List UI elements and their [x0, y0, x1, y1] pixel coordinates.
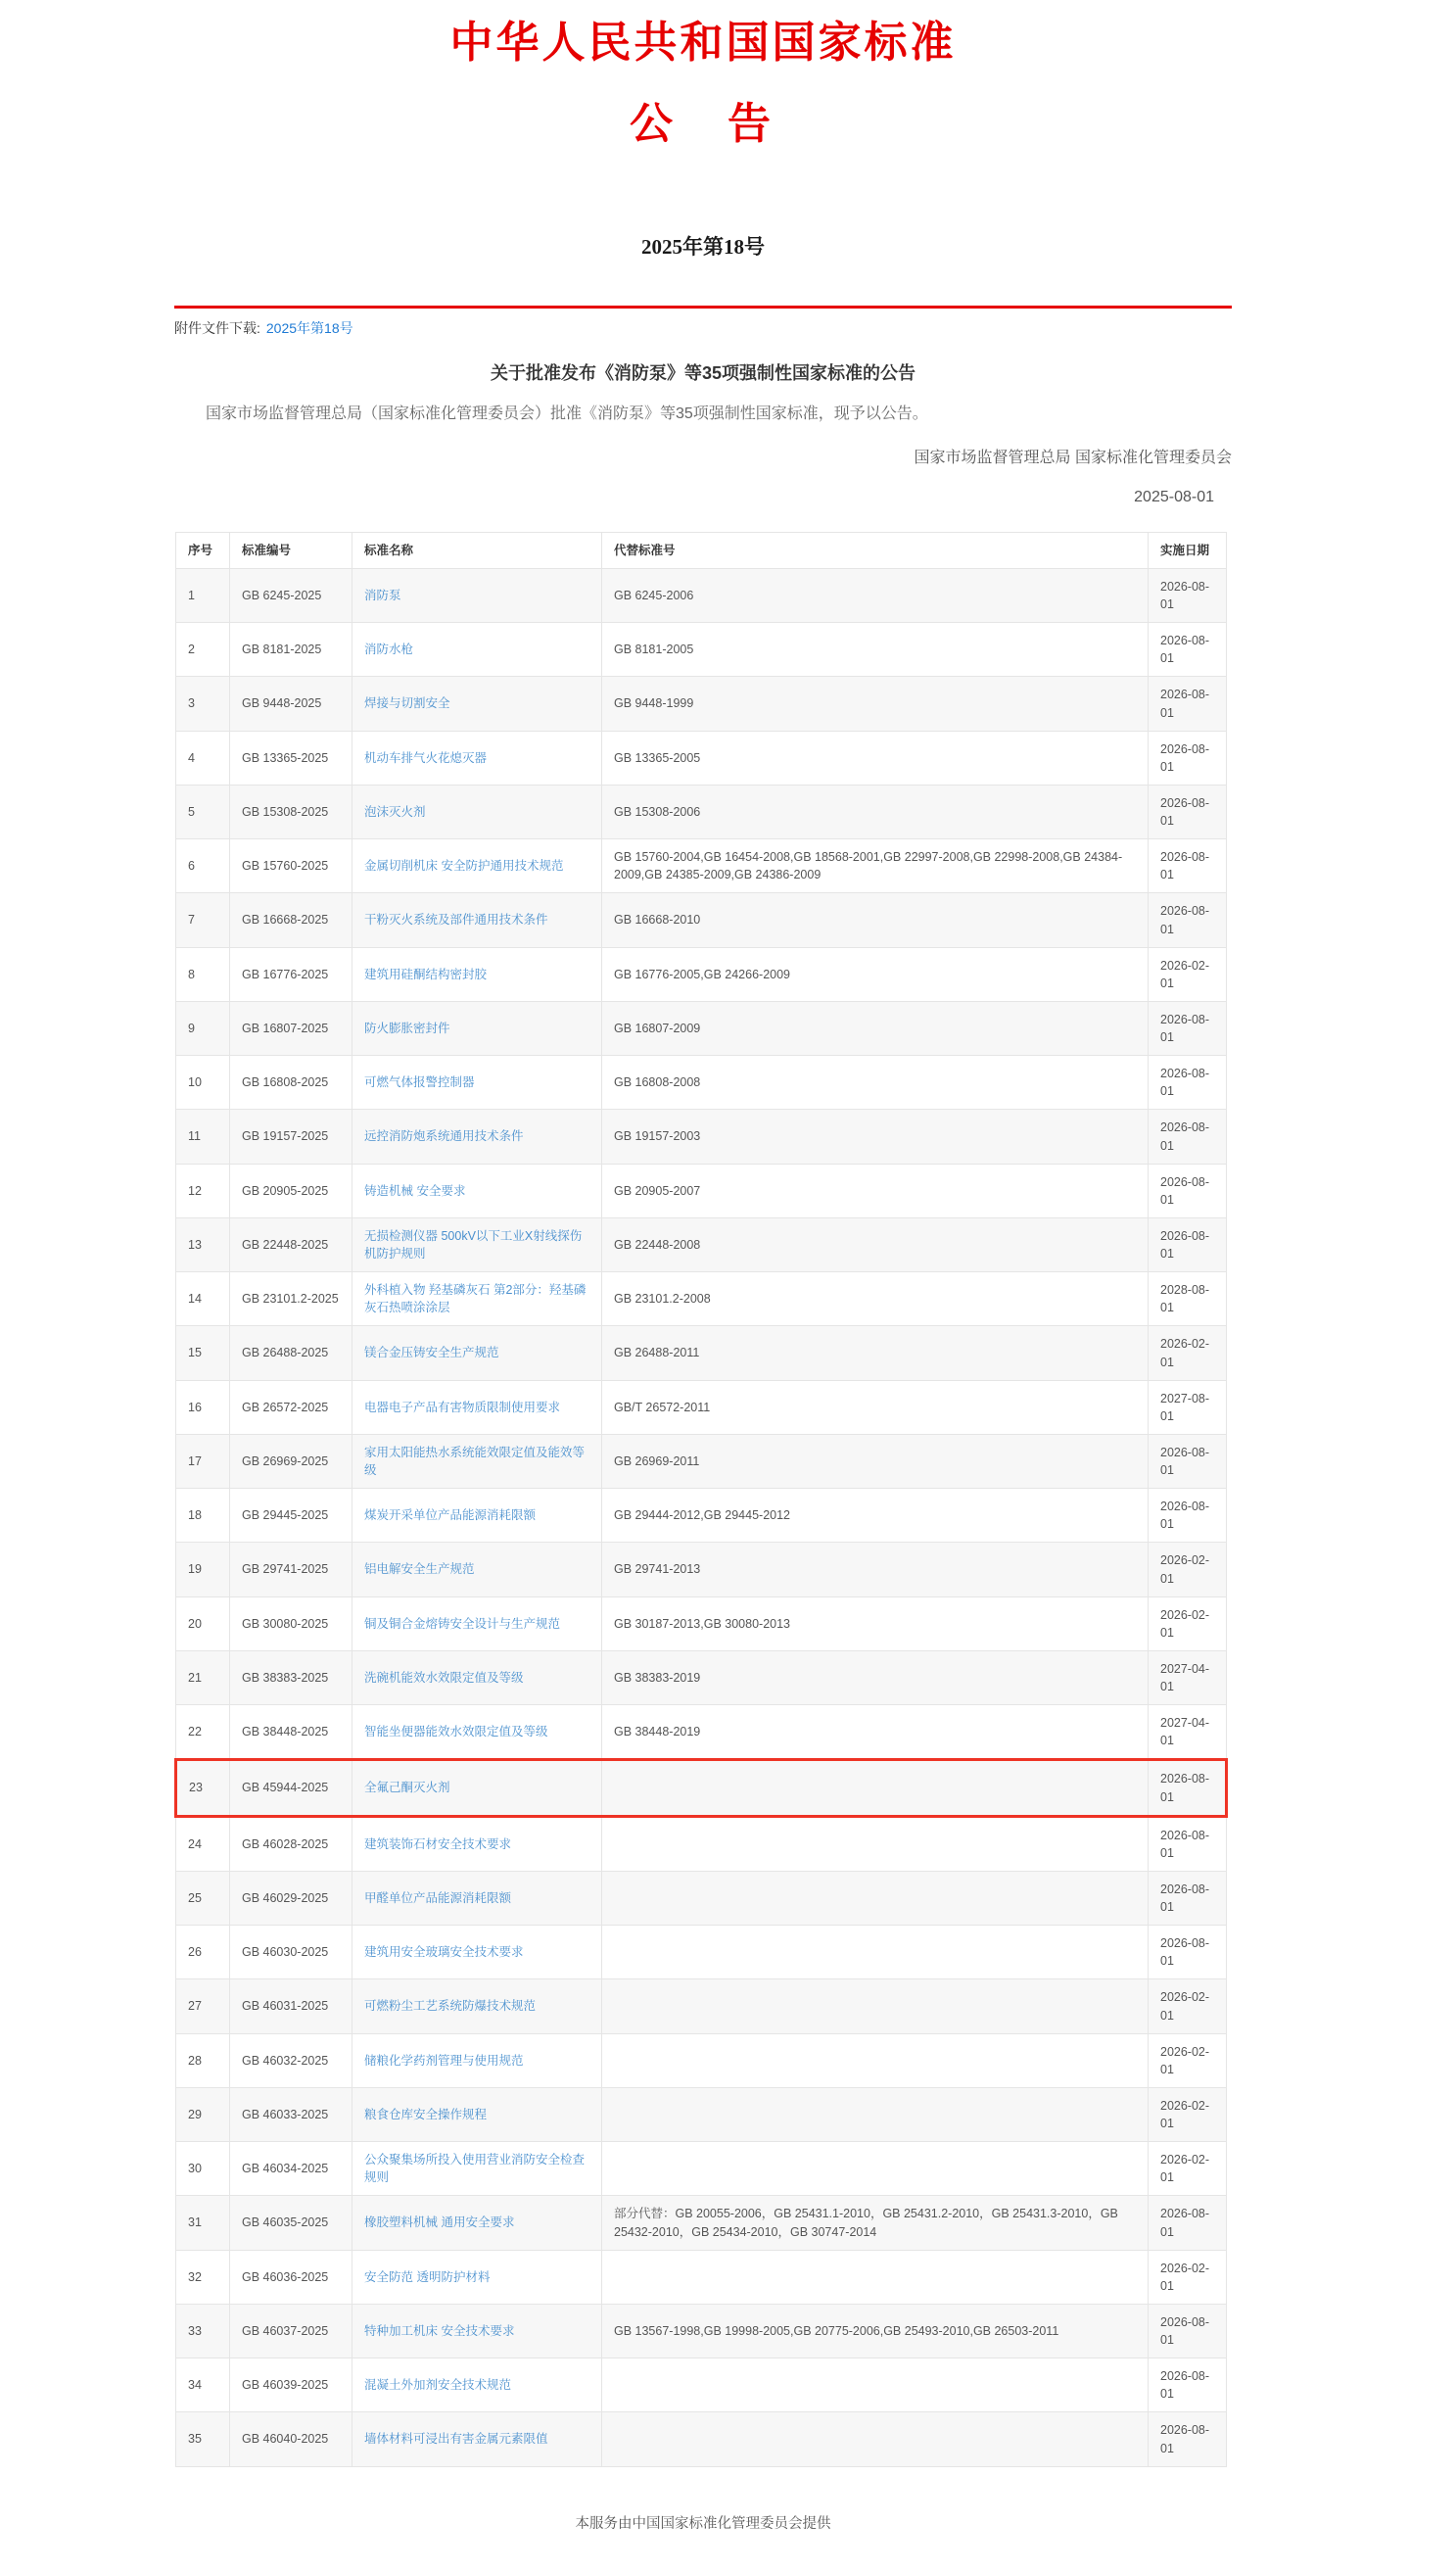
- standard-name-link[interactable]: 无损检测仪器 500kV以下工业X射线探伤机防护规则: [364, 1228, 583, 1262]
- replaced-standards-cell: [602, 2087, 1149, 2141]
- serial-cell: 31: [176, 2196, 230, 2250]
- standard-name-link[interactable]: 特种加工机床 安全技术要求: [364, 2323, 515, 2338]
- standard-code-cell: GB 22448-2025: [230, 1217, 352, 1271]
- column-header-date: 实施日期: [1149, 532, 1227, 568]
- standard-code-cell: GB 15308-2025: [230, 785, 352, 838]
- standard-name-link[interactable]: 建筑用硅酮结构密封胶: [364, 967, 488, 981]
- table-row: [176, 1489, 1227, 1543]
- table-row: [176, 1326, 1227, 1380]
- implementation-date-cell: 2026-08-01: [1149, 731, 1227, 785]
- table-row: [176, 1760, 1227, 1816]
- standard-name-cell: [352, 1871, 602, 1925]
- table-row: [176, 1164, 1227, 1217]
- page-title: 中华人民共和国国家标准: [449, 19, 957, 67]
- standard-name-cell: [352, 1380, 602, 1434]
- serial-cell: 32: [176, 2250, 230, 2304]
- standard-name-cell: [352, 1816, 602, 1871]
- standard-code-cell: GB 9448-2025: [230, 677, 352, 731]
- attachment-label: 附件文件下载:: [174, 319, 260, 336]
- implementation-date-cell: 2028-08-01: [1149, 1272, 1227, 1326]
- implementation-date-cell: 2026-08-01: [1149, 785, 1227, 838]
- attachment-download-link[interactable]: 2025年第18号: [265, 319, 353, 336]
- serial-cell: 14: [176, 1272, 230, 1326]
- table-row: [176, 677, 1227, 731]
- red-divider: [174, 306, 1232, 309]
- serial-cell: 18: [176, 1489, 230, 1543]
- standard-name-link[interactable]: 煤炭开采单位产品能源消耗限额: [364, 1508, 537, 1523]
- table-row: [176, 623, 1227, 677]
- replaced-standards-cell: [602, 1979, 1149, 2033]
- implementation-date-cell: 2026-08-01: [1149, 1816, 1227, 1871]
- standard-code-cell: GB 46035-2025: [230, 2196, 352, 2250]
- standard-name-cell: [352, 1272, 602, 1326]
- replaced-standards-cell: GB 26488-2011: [602, 1326, 1149, 1380]
- standard-name-cell: [352, 1110, 602, 1164]
- standard-name-cell: [352, 1217, 602, 1271]
- implementation-date-cell: 2027-04-01: [1149, 1705, 1227, 1760]
- standard-code-cell: GB 46034-2025: [230, 2142, 352, 2196]
- standard-code-cell: GB 16807-2025: [230, 1001, 352, 1055]
- serial-cell: 15: [176, 1326, 230, 1380]
- replaced-standards-cell: [602, 2033, 1149, 2087]
- serial-cell: 11: [176, 1110, 230, 1164]
- standard-name-cell: [352, 2250, 602, 2304]
- announcement-title: 关于批准发布《消防泵》等35项强制性国家标准的公告: [490, 362, 916, 383]
- implementation-date-cell: 2026-08-01: [1149, 1001, 1227, 1055]
- replaced-standards-cell: GB 15308-2006: [602, 785, 1149, 838]
- implementation-date-cell: 2026-02-01: [1149, 2087, 1227, 2141]
- standard-name-link[interactable]: 洗碗机能效水效限定值及等级: [364, 1670, 524, 1685]
- replaced-standards-cell: [602, 2358, 1149, 2412]
- serial-cell: 4: [176, 731, 230, 785]
- announcement-body: 国家市场监督管理总局（国家标准化管理委员会）批准《消防泵》等35项强制性国家标准，现予以公告。: [206, 405, 928, 422]
- replaced-standards-cell: [602, 1871, 1149, 1925]
- header-row: [176, 532, 1227, 568]
- standard-code-cell: GB 16668-2025: [230, 893, 352, 947]
- table-row: [176, 731, 1227, 785]
- standard-name-link[interactable]: 建筑装饰石材安全技术要求: [364, 1836, 512, 1851]
- implementation-date-cell: 2026-02-01: [1149, 947, 1227, 1001]
- table-row: [176, 1543, 1227, 1596]
- standard-name-link[interactable]: 机动车排气火花熄灭器: [364, 750, 488, 765]
- standards-table-body: [176, 568, 1227, 2466]
- standard-name-cell: [352, 2358, 602, 2412]
- standard-name-link[interactable]: 消防水枪: [364, 643, 414, 657]
- standard-name-cell: [352, 1760, 602, 1816]
- implementation-date-cell: 2026-08-01: [1149, 1164, 1227, 1217]
- table-row: [176, 2142, 1227, 2196]
- standard-name-cell: [352, 947, 602, 1001]
- serial-cell: 13: [176, 1217, 230, 1271]
- standard-name-cell: [352, 1650, 602, 1704]
- standard-name-cell: [352, 1164, 602, 1217]
- standard-name-link[interactable]: 远控消防炮系统通用技术条件: [364, 1129, 524, 1144]
- standard-name-link[interactable]: 混凝土外加剂安全技术规范: [364, 2378, 512, 2393]
- standard-code-cell: GB 46037-2025: [230, 2304, 352, 2358]
- implementation-date-cell: 2026-08-01: [1149, 623, 1227, 677]
- implementation-date-cell: 2026-02-01: [1149, 1596, 1227, 1650]
- serial-cell: 16: [176, 1380, 230, 1434]
- column-header-serial: 序号: [176, 532, 230, 568]
- table-row: [176, 1380, 1227, 1434]
- table-row: [176, 1871, 1227, 1925]
- standard-name-cell: [352, 1979, 602, 2033]
- replaced-standards-cell: GB 16776-2005,GB 24266-2009: [602, 947, 1149, 1001]
- standard-name-link[interactable]: 防火膨胀密封件: [364, 1021, 450, 1035]
- standard-name-link[interactable]: 家用太阳能热水系统能效限定值及能效等级: [364, 1445, 586, 1478]
- replaced-standards-cell: GB 9448-1999: [602, 677, 1149, 731]
- implementation-date-cell: 2026-02-01: [1149, 2142, 1227, 2196]
- standard-name-link[interactable]: 甲醛单位产品能源消耗限额: [364, 1890, 512, 1905]
- standard-name-cell: [352, 1596, 602, 1650]
- implementation-date-cell: 2026-02-01: [1149, 1543, 1227, 1596]
- issuing-authority: 国家市场监督管理总局 国家标准化管理委员会: [914, 449, 1232, 466]
- standard-code-cell: GB 46036-2025: [230, 2250, 352, 2304]
- standard-name-link[interactable]: 粮食仓库安全操作规程: [364, 2107, 488, 2121]
- serial-cell: 6: [176, 839, 230, 893]
- standard-name-link[interactable]: 泡沫灭火剂: [364, 804, 426, 819]
- implementation-date-cell: 2026-08-01: [1149, 1489, 1227, 1543]
- replaced-standards-cell: GB 6245-2006: [602, 568, 1149, 622]
- standard-name-cell: [352, 1326, 602, 1380]
- serial-cell: 1: [176, 568, 230, 622]
- replaced-standards-cell: [602, 2142, 1149, 2196]
- issue-date: 2025-08-01: [1134, 488, 1214, 505]
- implementation-date-cell: 2026-02-01: [1149, 2033, 1227, 2087]
- standard-code-cell: GB 46028-2025: [230, 1816, 352, 1871]
- table-row: [176, 2250, 1227, 2304]
- implementation-date-cell: 2026-08-01: [1149, 1056, 1227, 1110]
- serial-cell: 17: [176, 1434, 230, 1488]
- replaced-standards-cell: GB 13365-2005: [602, 731, 1149, 785]
- table-row: [176, 785, 1227, 838]
- standard-code-cell: GB 8181-2025: [230, 623, 352, 677]
- standard-name-link[interactable]: 橡胶塑料机械 通用安全要求: [364, 2215, 515, 2230]
- replaced-standards-cell: GB 29741-2013: [602, 1543, 1149, 1596]
- column-header-name: 标准名称: [352, 532, 602, 568]
- table-row: [176, 2358, 1227, 2412]
- implementation-date-cell: 2026-08-01: [1149, 677, 1227, 731]
- serial-cell: 22: [176, 1705, 230, 1760]
- standard-name-link[interactable]: 消防泵: [364, 588, 401, 602]
- implementation-date-cell: 2026-08-01: [1149, 2304, 1227, 2358]
- implementation-date-cell: 2026-08-01: [1149, 568, 1227, 622]
- serial-cell: 3: [176, 677, 230, 731]
- replaced-standards-cell: [602, 1760, 1149, 1816]
- serial-cell: 34: [176, 2358, 230, 2412]
- table-row: [176, 1434, 1227, 1488]
- standard-name-link[interactable]: 墙体材料可浸出有害金属元素限值: [364, 2432, 548, 2447]
- replaced-standards-cell: GB 8181-2005: [602, 623, 1149, 677]
- standard-code-cell: GB 6245-2025: [230, 568, 352, 622]
- standard-name-link[interactable]: 金属切削机床 安全防护通用技术规范: [364, 859, 564, 874]
- standard-code-cell: GB 19157-2025: [230, 1110, 352, 1164]
- standard-name-cell: [352, 2142, 602, 2196]
- replaced-standards-cell: [602, 2412, 1149, 2466]
- replaced-standards-cell: GB 22448-2008: [602, 1217, 1149, 1271]
- implementation-date-cell: 2027-04-01: [1149, 1650, 1227, 1704]
- standard-code-cell: GB 26488-2025: [230, 1326, 352, 1380]
- serial-cell: 23: [176, 1760, 230, 1816]
- standard-name-link[interactable]: 铜及铜合金熔铸安全设计与生产规范: [364, 1616, 561, 1631]
- serial-cell: 28: [176, 2033, 230, 2087]
- replaced-standards-cell: [602, 1816, 1149, 1871]
- standard-name-link[interactable]: 外科植入物 羟基磷灰石 第2部分：羟基磷灰石热喷涂涂层: [364, 1283, 587, 1315]
- standard-name-link[interactable]: 焊接与切割安全: [364, 696, 450, 711]
- standard-code-cell: GB 46030-2025: [230, 1926, 352, 1979]
- standard-name-cell: [352, 2033, 602, 2087]
- implementation-date-cell: 2026-02-01: [1149, 1979, 1227, 2033]
- standard-name-cell: [352, 623, 602, 677]
- standard-name-link[interactable]: 公众聚集场所投入使用营业消防安全检查规则: [364, 2153, 586, 2185]
- standard-name-cell: [352, 1705, 602, 1760]
- standard-code-cell: GB 13365-2025: [230, 731, 352, 785]
- replaced-standards-cell: GB 26969-2011: [602, 1434, 1149, 1488]
- standard-code-cell: GB 38383-2025: [230, 1650, 352, 1704]
- implementation-date-cell: 2026-08-01: [1149, 1110, 1227, 1164]
- standard-name-cell: [352, 893, 602, 947]
- standard-code-cell: GB 46033-2025: [230, 2087, 352, 2141]
- standard-code-cell: GB 46032-2025: [230, 2033, 352, 2087]
- serial-cell: 7: [176, 893, 230, 947]
- implementation-date-cell: 2026-08-01: [1149, 2358, 1227, 2412]
- table-row: [176, 1979, 1227, 2033]
- standard-name-cell: [352, 677, 602, 731]
- standard-code-cell: GB 26572-2025: [230, 1380, 352, 1434]
- table-row: [176, 1596, 1227, 1650]
- table-row: [176, 1926, 1227, 1979]
- standard-name-link[interactable]: 安全防范 透明防护材料: [364, 2269, 491, 2284]
- standard-code-cell: GB 46031-2025: [230, 1979, 352, 2033]
- table-row: [176, 1001, 1227, 1055]
- replaced-standards-cell: GB/T 26572-2011: [602, 1380, 1149, 1434]
- standard-code-cell: GB 38448-2025: [230, 1705, 352, 1760]
- standard-name-cell: [352, 1489, 602, 1543]
- serial-cell: 25: [176, 1871, 230, 1925]
- standard-name-cell: [352, 731, 602, 785]
- standard-code-cell: GB 16776-2025: [230, 947, 352, 1001]
- standard-name-link[interactable]: 智能坐便器能效水效限定值及等级: [364, 1725, 548, 1739]
- table-row: [176, 1056, 1227, 1110]
- page-subtitle: 公 告: [630, 99, 776, 148]
- standard-code-cell: GB 26969-2025: [230, 1434, 352, 1488]
- standard-name-link[interactable]: 干粉灭火系统及部件通用技术条件: [364, 913, 548, 928]
- table-row: [176, 1705, 1227, 1760]
- standard-name-cell: [352, 785, 602, 838]
- replaced-standards-cell: GB 38448-2019: [602, 1705, 1149, 1760]
- standard-name-cell: [352, 2087, 602, 2141]
- service-footer: 本服务由中国国家标准化管理委员会提供: [575, 2515, 831, 2532]
- serial-cell: 10: [176, 1056, 230, 1110]
- replaced-standards-cell: GB 19157-2003: [602, 1110, 1149, 1164]
- standard-name-cell: [352, 1543, 602, 1596]
- replaced-standards-cell: GB 38383-2019: [602, 1650, 1149, 1704]
- table-row: [176, 2196, 1227, 2250]
- announcement-page: [174, 0, 1232, 2572]
- standards-table-header: [176, 532, 1227, 568]
- standard-code-cell: GB 16808-2025: [230, 1056, 352, 1110]
- serial-cell: 2: [176, 623, 230, 677]
- implementation-date-cell: 2027-08-01: [1149, 1380, 1227, 1434]
- replaced-standards-cell: [602, 1926, 1149, 1979]
- serial-cell: 35: [176, 2412, 230, 2466]
- attachment-row: [174, 318, 1232, 338]
- table-row: [176, 947, 1227, 1001]
- standard-code-cell: GB 46039-2025: [230, 2358, 352, 2412]
- implementation-date-cell: 2026-08-01: [1149, 893, 1227, 947]
- implementation-date-cell: 2026-08-01: [1149, 2196, 1227, 2250]
- table-row: [176, 1650, 1227, 1704]
- standard-name-cell: [352, 1434, 602, 1488]
- serial-cell: 19: [176, 1543, 230, 1596]
- implementation-date-cell: 2026-02-01: [1149, 2250, 1227, 2304]
- table-row: [176, 2033, 1227, 2087]
- standard-code-cell: GB 45944-2025: [230, 1760, 352, 1816]
- serial-cell: 21: [176, 1650, 230, 1704]
- serial-cell: 27: [176, 1979, 230, 2033]
- table-row: [176, 839, 1227, 893]
- table-row: [176, 893, 1227, 947]
- table-row: [176, 1110, 1227, 1164]
- standards-table: [174, 532, 1228, 2467]
- standard-name-link[interactable]: 建筑用安全玻璃安全技术要求: [364, 1945, 524, 1960]
- standard-name-cell: [352, 568, 602, 622]
- serial-cell: 29: [176, 2087, 230, 2141]
- implementation-date-cell: 2026-02-01: [1149, 1326, 1227, 1380]
- standard-code-cell: GB 46029-2025: [230, 1871, 352, 1925]
- implementation-date-cell: 2026-08-01: [1149, 1217, 1227, 1271]
- standard-code-cell: GB 23101.2-2025: [230, 1272, 352, 1326]
- standard-name-cell: [352, 1001, 602, 1055]
- column-header-replaces: 代替标准号: [602, 532, 1149, 568]
- serial-cell: 30: [176, 2142, 230, 2196]
- replaced-standards-cell: GB 29444-2012,GB 29445-2012: [602, 1489, 1149, 1543]
- table-row: [176, 2304, 1227, 2358]
- serial-cell: 26: [176, 1926, 230, 1979]
- replaced-standards-cell: GB 16807-2009: [602, 1001, 1149, 1055]
- implementation-date-cell: 2026-08-01: [1149, 1871, 1227, 1925]
- standard-name-cell: [352, 2196, 602, 2250]
- table-row: [176, 2087, 1227, 2141]
- implementation-date-cell: 2026-08-01: [1149, 1760, 1227, 1816]
- implementation-date-cell: 2026-08-01: [1149, 1434, 1227, 1488]
- replaced-standards-cell: GB 16808-2008: [602, 1056, 1149, 1110]
- standard-code-cell: GB 29741-2025: [230, 1543, 352, 1596]
- replaced-standards-cell: GB 30187-2013,GB 30080-2013: [602, 1596, 1149, 1650]
- standard-name-link[interactable]: 可燃气体报警控制器: [364, 1075, 475, 1090]
- standard-name-link[interactable]: 储粮化学药剂管理与使用规范: [364, 2053, 524, 2068]
- serial-cell: 20: [176, 1596, 230, 1650]
- table-row: [176, 1272, 1227, 1326]
- standard-name-cell: [352, 1056, 602, 1110]
- standard-name-link[interactable]: 镁合金压铸安全生产规范: [364, 1346, 499, 1360]
- standard-code-cell: GB 15760-2025: [230, 839, 352, 893]
- implementation-date-cell: 2026-08-01: [1149, 2412, 1227, 2466]
- standard-name-link[interactable]: 铝电解安全生产规范: [364, 1562, 475, 1577]
- standard-name-link[interactable]: 铸造机械 安全要求: [364, 1183, 466, 1198]
- table-row: [176, 1217, 1227, 1271]
- standard-name-cell: [352, 2412, 602, 2466]
- replaced-standards-cell: 部分代替：GB 20055-2006，GB 25431.1-2010，GB 25431.2-2010，GB 25431.3-2010，GB 25432-2010，GB 25434-2010，GB 30747-2014: [602, 2196, 1149, 2250]
- implementation-date-cell: 2026-08-01: [1149, 1926, 1227, 1979]
- table-row: [176, 2412, 1227, 2466]
- standard-name-cell: [352, 1926, 602, 1979]
- serial-cell: 33: [176, 2304, 230, 2358]
- standard-code-cell: GB 46040-2025: [230, 2412, 352, 2466]
- column-header-code: 标准编号: [230, 532, 352, 568]
- serial-cell: 8: [176, 947, 230, 1001]
- replaced-standards-cell: GB 15760-2004,GB 16454-2008,GB 18568-2001,GB 22997-2008,GB 22998-2008,GB 24384-2009,GB 24385-2009,GB 24386-2009: [602, 839, 1149, 893]
- standard-name-cell: [352, 2304, 602, 2358]
- standard-name-link[interactable]: 可燃粉尘工艺系统防爆技术规范: [364, 1999, 537, 2014]
- standard-name-link[interactable]: 全氟己酮灭火剂: [364, 1781, 450, 1795]
- table-row: [176, 568, 1227, 622]
- table-row: [176, 1816, 1227, 1871]
- replaced-standards-cell: GB 16668-2010: [602, 893, 1149, 947]
- standard-code-cell: GB 29445-2025: [230, 1489, 352, 1543]
- replaced-standards-cell: [602, 2250, 1149, 2304]
- standard-name-link[interactable]: 电器电子产品有害物质限制使用要求: [364, 1400, 561, 1414]
- standard-code-cell: GB 20905-2025: [230, 1164, 352, 1217]
- serial-cell: 5: [176, 785, 230, 838]
- replaced-standards-cell: GB 23101.2-2008: [602, 1272, 1149, 1326]
- standard-code-cell: GB 30080-2025: [230, 1596, 352, 1650]
- implementation-date-cell: 2026-08-01: [1149, 839, 1227, 893]
- replaced-standards-cell: GB 20905-2007: [602, 1164, 1149, 1217]
- replaced-standards-cell: GB 13567-1998,GB 19998-2005,GB 20775-2006,GB 25493-2010,GB 26503-2011: [602, 2304, 1149, 2358]
- serial-cell: 24: [176, 1816, 230, 1871]
- standard-name-cell: [352, 839, 602, 893]
- serial-cell: 12: [176, 1164, 230, 1217]
- serial-cell: 9: [176, 1001, 230, 1055]
- issue-number: 2025年第18号: [641, 234, 765, 259]
